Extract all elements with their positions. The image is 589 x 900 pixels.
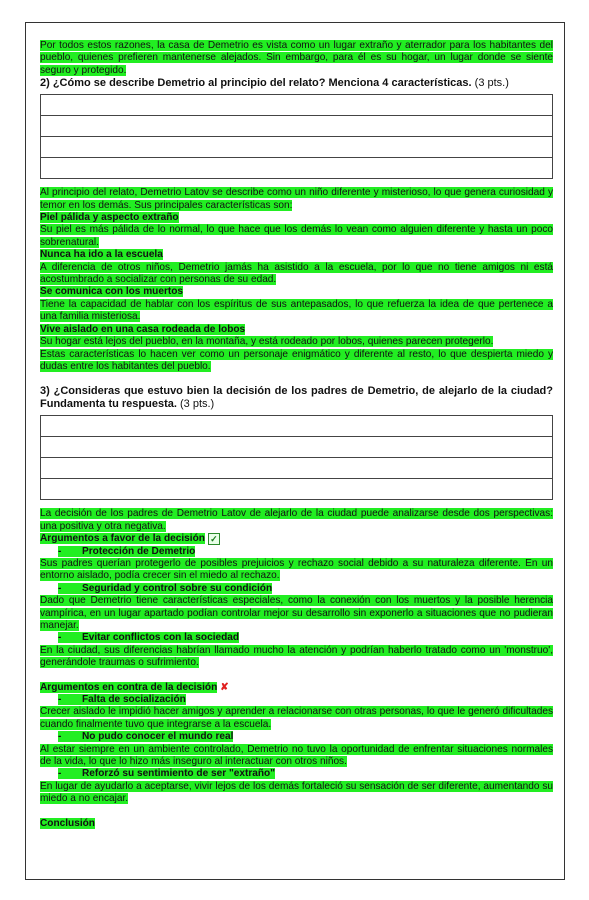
contra-item-text: Crecer aislado le impidió hacer amigos y aprender a relacionarse con otras personas, lo que le generó dificultades cuando finalmente tuvo que integrarse a la escuela. [40, 706, 553, 730]
conclusion-heading: Conclusión [40, 817, 95, 829]
check-mark-icon: ✓ [208, 533, 220, 545]
trait-title: Piel pálida y aspecto extraño [40, 212, 179, 224]
trait-text: Su piel es más pálida de lo normal, lo que hace que los demás lo vean como alguien diferente y hasta un poco sobrenatural. [40, 224, 553, 248]
cross-mark-icon: ✘ [220, 681, 229, 693]
trait-text: Su hogar está lejos del pueblo, en la montaña, y está rodeado por lobos, quienes parecen protegerlo. [40, 336, 494, 348]
question-2: 2) ¿Cómo se describe Demetrio al principio del relato? Menciona 4 características. (3 pts.) [40, 77, 509, 90]
contra-item-text: Al estar siempre en un ambiente controlado, Demetrio no tuvo la oportunidad de enfrentar situaciones normales de la vida, lo que lo hizo más inseguro al interactuar con otros niños. [40, 743, 553, 768]
favor-item-title: - Evitar conflictos con la sociedad [58, 632, 240, 644]
q3-answer-intro: La decisión de los padres de Demetrio Latov de alejarlo de la ciudad puede analizarse desde dos perspectivas: una positiva y otra negativa. [40, 508, 553, 532]
favor-item-text: Sus padres querían protegerlo de posibles prejuicios y rechazo social debido a su naturaleza diferente. En un entorno aislado, podía crecer sin el miedo al rechazo. [40, 557, 553, 582]
contra-heading: Argumentos en contra de la decisión ✘ [40, 681, 229, 693]
trait-title: Se comunica con los muertos [40, 286, 184, 298]
answer-lines-q3 [40, 415, 553, 500]
trait-text: Tiene la capacidad de hablar con los espíritus de sus antepasados, lo que refuerza la idea de que pertenece a una familia misteriosa. [40, 298, 553, 323]
contra-item-title: - No pudo conocer el mundo real [58, 731, 234, 743]
question-3: 3) ¿Consideras que estuvo bien la decisión de los padres de Demetrio, de alejarlo de la ciudad? Fundamenta tu respuesta. (3 pts.) [40, 385, 553, 411]
contra-item-title: - Reforzó su sentimiento de ser "extraño" [58, 768, 275, 780]
favor-item-text: En la ciudad, sus diferencias habrían llamado mucho la atención y podrían haberlo tratado como un 'monstruo', generándole traumas o sufrimiento. [40, 644, 553, 669]
intro-paragraph: Por todos estos razones, la casa de Demetrio es vista como un lugar extraño y aterrador para los habitantes del pueblo, quienes prefieren mantenerse alejados. Sin embargo, para él es su hogar, un lugar donde se siente seguro y protegido. [40, 40, 553, 76]
q2-answer-intro: Al principio del relato, Demetrio Latov se describe como un niño diferente y misterioso, lo que genera curiosidad y temor en los demás. Sus principales características son: [40, 187, 553, 211]
answer-lines-q2 [40, 94, 553, 179]
favor-item-text: Dado que Demetrio tiene características especiales, como la conexión con los muertos y la posible herencia vampírica, en un lugar apartado podían controlar mejor su desarrollo sin exponerlo a situaciones que no pudieran manejar. [40, 595, 553, 631]
trait-title: Nunca ha ido a la escuela [40, 249, 163, 261]
contra-item-text: En lugar de ayudarlo a aceptarse, vivir lejos de los demás fortaleció su sensación de ser diferente, aumentando su miedo a no encajar. [40, 780, 553, 805]
document-content [40, 40, 553, 830]
contra-item-title: - Falta de socialización [58, 694, 186, 705]
favor-heading: Argumentos a favor de la decisión ✓ [40, 533, 553, 545]
favor-item-title: - Seguridad y control sobre su condición [58, 582, 273, 594]
trait-text: A diferencia de otros niños, Demetrio jamás ha asistido a la escuela, por lo que no tiene amigos ni está acostumbrado a socializar con personas de su edad. [40, 261, 553, 286]
trait-title: Vive aislado en una casa rodeada de lobos [40, 323, 246, 335]
favor-item-title: - Protección de Demetrio [58, 545, 196, 557]
q2-closing: Estas características lo hacen ver como un personaje enigmático y diferente al resto, lo que despierta miedo y dudas entre los habitantes del pueblo. [40, 348, 553, 372]
